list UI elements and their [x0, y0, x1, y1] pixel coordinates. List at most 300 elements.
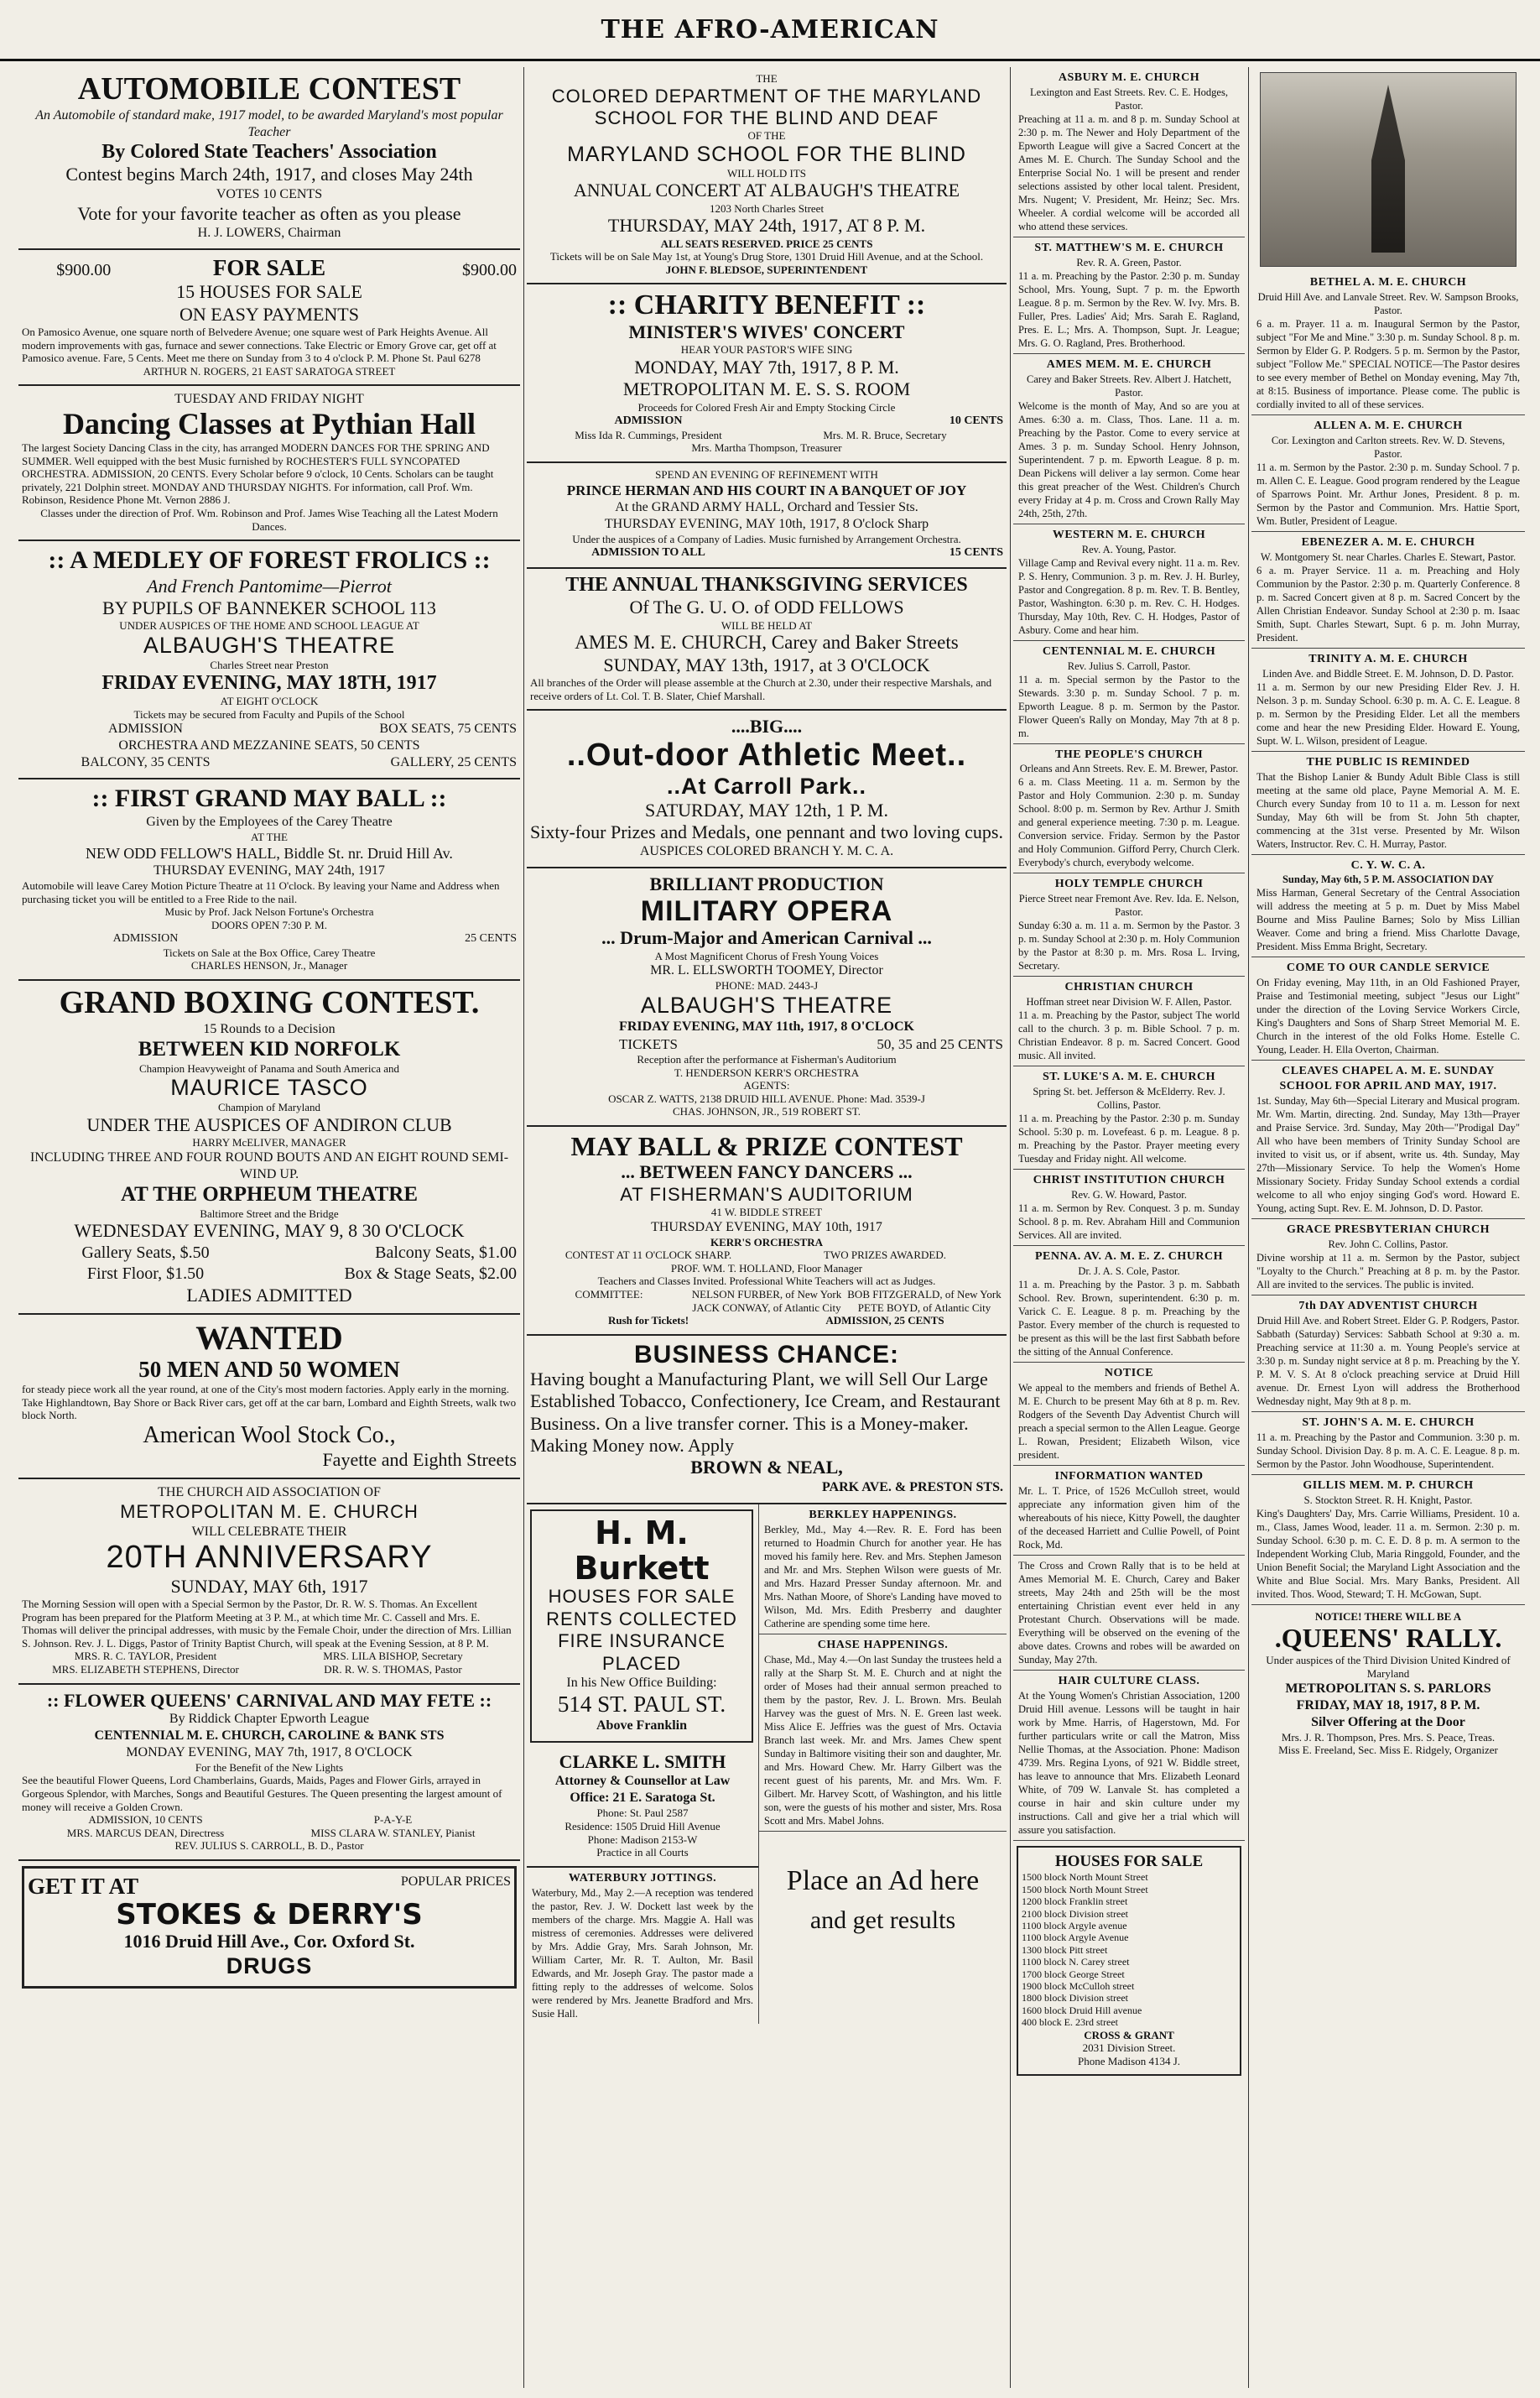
article-title: INFORMATION WANTED	[1054, 1469, 1204, 1483]
ad-text: DOORS OPEN 7:30 P. M.	[211, 918, 327, 931]
berkley-happenings	[759, 1504, 1007, 1634]
church-notice	[1251, 1475, 1525, 1605]
ad-text: An Automobile of standard make, 1917 model, to be awarded Maryland's most popular Teacher	[35, 107, 503, 139]
ad-title: FOR SALE	[212, 255, 326, 281]
article-body: We appeal to the members and friends of Bethel A. M. E. Church to be present May 6th at 8 p. m. Rev. Rodgers of the Seventh Day Adventist Church will preach a special sermon to the Allen League. George L. Rowan, President; Elizabeth Wilson, vice president.	[1018, 1381, 1240, 1461]
article-title: ALLEN A. M. E. CHURCH	[1314, 419, 1463, 432]
ad-text: FRIDAY EVENING, MAY 18TH, 1917	[101, 671, 437, 694]
article-subtitle: Rev. R. A. Green, Pastor.	[1076, 256, 1182, 268]
ad-text: ORCHESTRA AND MEZZANINE SEATS, 50 CENTS	[118, 738, 420, 753]
article-title: TRINITY A. M. E. CHURCH	[1308, 652, 1468, 665]
column-rule	[1248, 67, 1249, 2388]
church-notice	[1013, 641, 1245, 744]
may-ball-prize-contest-ad	[527, 1127, 1007, 1336]
ad-text: ADMISSION	[112, 932, 179, 946]
ad-text: and get results	[809, 1905, 956, 1934]
ad-text: THURSDAY, MAY 24th, 1917, AT 8 P. M.	[607, 215, 926, 237]
ad-text: Tickets on Sale at the Box Office, Carey Theatre	[163, 946, 376, 959]
ad-text: ANNUAL CONCERT AT ALBAUGH'S THEATRE	[573, 180, 960, 201]
article-body: 11 a. m. Preaching by the Pastor. 2:30 p. m. Sunday School. 5:30 p. m. Lovefeast. 6 p. m. League. 8 p. m. Preaching by the Pastor. Prayer meeting every Tuesday and Friday night. All welcome.	[1018, 1113, 1240, 1165]
ad-text: BRILLIANT PRODUCTION	[649, 873, 884, 895]
ad-text: Contest begins March 24th, 1917, and closes May 24th	[65, 164, 473, 185]
ad-text: ADMISSION	[108, 722, 183, 737]
ad-text: OSCAR Z. WATTS, 2138 DRUID HILL AVENUE. Phone: Mad. 3539-J	[608, 1092, 925, 1105]
ad-text: 15 Rounds to a Decision	[203, 1021, 336, 1036]
ad-price: 25 CENTS	[465, 932, 517, 946]
article-body: 11 a. m. Sermon by Rev. Conquest. 3 p. m. Sunday School. 8 p. m. Rev. Abraham Hill and Communion Services. All are invited.	[1018, 1202, 1240, 1242]
ad-text: PARK AVE. & PRESTON STS.	[821, 1479, 1003, 1494]
thanksgiving-services-ad	[527, 569, 1007, 712]
article-body: 11 a. m. Special sermon by the Pastor to the Stewards. 3:30 p. m. Sunday School. 7 p. m. Epworth League. 8 p. m. Sermon by the Pastor. Flower Queen's Rally on Monday, May 7th at 8 p. m.	[1018, 673, 1240, 739]
cross-and-crown-rally	[1013, 1556, 1245, 1671]
article-subtitle: S. Stockton Street. R. H. Knight, Pastor.	[1303, 1494, 1473, 1506]
article-body: 6 a. m. Prayer. 11 a. m. Inaugural Sermon by the Pastor, subject "For Me and Mine." 3:30 p. m. Sunday School. 8 p. m. Sermon by Elder G. P. Rodgers. 5 p. m. Sermon by the Pastor, subject "Follow Me." SPECIAL NOTICE—The Pastor desires to see every member of Bethel on Monday evening, May 7th, at 8:15. Business of importance. Please come. The public is cordially invited to all of these services.	[1256, 317, 1520, 410]
school-for-blind-ad	[527, 67, 1007, 284]
ad-text: For the Benefit of the New Lights	[195, 1760, 344, 1774]
ad-text: AT FISHERMAN'S AUDITORIUM	[620, 1183, 913, 1205]
article-title: NOTICE	[1104, 1366, 1154, 1379]
ad-text: NELSON FURBER, of New York JACK CONWAY, of Atlantic City	[691, 1288, 842, 1314]
flower-queens-carnival-ad	[18, 1685, 520, 1861]
ad-text: GET IT AT	[28, 1873, 139, 1899]
column-rule	[1010, 67, 1011, 2388]
ad-text: 514 ST. PAUL ST.	[557, 1691, 726, 1717]
article-subtitle: W. Montgomery St. near Charles. Charles E. Stewart, Pastor.	[1260, 550, 1517, 563]
article-subtitle: Pierce Street near Fremont Ave. Rev. Ida. E. Nelson, Pastor.	[1018, 893, 1240, 919]
list-item: 1100 block Argyle avenue	[1022, 1920, 1127, 1932]
church-notice	[1013, 524, 1245, 641]
ad-text: Vote for your favorite teacher as often as you please	[77, 202, 461, 224]
ad-title: CLARKE L. SMITH	[559, 1750, 726, 1772]
article-subtitle: Spring St. bet. Jefferson & McElderry. Rev. J. Collins, Pastor.	[1033, 1086, 1225, 1112]
church-notice	[1251, 415, 1525, 532]
ad-text: Reception after the performance at Fisherman's Auditorium	[637, 1053, 897, 1066]
article-title: ASBURY M. E. CHURCH	[1058, 71, 1200, 84]
church-notice	[1013, 237, 1245, 354]
ad-text: T. HENDERSON KERR'S ORCHESTRA	[674, 1066, 860, 1079]
ad-text: AMES M. E. CHURCH, Carey and Baker Streets	[575, 632, 959, 654]
ad-text: At the GRAND ARMY HALL, Orchard and Tessier Sts.	[615, 499, 918, 514]
church-spire-image	[1371, 85, 1405, 253]
ad-text: BOX SEATS, 75 CENTS	[379, 722, 517, 737]
article-title: ST. JOHN'S A. M. E. CHURCH	[1302, 1415, 1475, 1429]
charity-benefit-ad	[527, 284, 1007, 462]
ad-signature: MRS. R. C. TAYLOR, President	[74, 1650, 217, 1663]
church-notice	[1013, 1246, 1245, 1363]
ad-text: Champion Heavyweight of Panama and South America and	[138, 1061, 400, 1075]
ad-text: Phone: St. Paul 2587	[596, 1806, 689, 1820]
article-subtitle: Rev. John C. Collins, Pastor.	[1328, 1238, 1449, 1251]
column-rule	[523, 67, 524, 2388]
article-body: 11 a. m. Preaching by the Pastor. 2:30 p. m. Sunday School, Mrs. Young, Supt. 7 p. m. the Epworth League. 8 p. m. Sermon by the Rev. W. Ivy. Mrs. B. Fuller, Pres. Ladies' Aid; Mrs. Sarah E. Ragland, Pres. E. L.; Mrs. A. Thompson, Supt. Jr. League; Mrs. G. O. Ragland, Pres. Brotherhood.	[1018, 269, 1240, 349]
article-body: On Friday evening, May 11th, in an Old Fashioned Prayer, Praise and Testimonial meeting, subject "Jesus our Light" under the direction of the Loving Service Workers Circle, King's Daughters and Sons of Sharp Street Memorial M. E. Church in the interest of the old Folks Home. Estelle C. Young, Leader. H. Ella Overton, Chairman.	[1256, 977, 1520, 1056]
military-opera-ad	[527, 868, 1007, 1127]
list-item: 1500 block North Mount Street	[1022, 1883, 1148, 1895]
ad-body: See the beautiful Flower Queens, Lord Chamberlains, Guards, Maids, Pages and Flower Girls, arrayed in Gorgeous Splendor, with Marches, Songs and Beautiful Gestures. The Queen presenting the largest amount of money will receive a Golden Crown.	[22, 1774, 502, 1813]
ad-text: SCHOOL FOR THE BLIND AND DEAF	[594, 107, 939, 128]
burkett-ad	[530, 1509, 753, 1743]
article-title: GILLIS MEM. M. P. CHURCH	[1303, 1478, 1474, 1492]
article-title: WESTERN M. E. CHURCH	[1052, 528, 1206, 541]
ad-text: Music by Prof. Jack Nelson Fortune's Orchestra	[164, 905, 374, 919]
ad-text: FRIDAY, MAY 18, 1917, 8 P. M.	[1296, 1697, 1480, 1712]
article-body: Waterbury, Md., May 2.—A reception was tendered the pastor, Rev. J. W. Dockett last week by the members of the charge. Mrs. Maggie A. Hall was mistress of ceremonies. Addresses were delivered by Mrs. Addie Gray, Mrs. Sarah Johnson, Mr. William Carter, Mr. R. T. Aulton, Mr. Basil Edwards, and Mr. Joseph Gray. The pastor made a fitting reply to the addresses of welcome. Solos were rendered by Mrs. Jeanette Bradford and Mrs. Susie Hall.	[532, 1886, 753, 2020]
ad-text: ..At Carroll Park..	[666, 773, 867, 799]
ad-price: 10 CENTS	[949, 414, 1003, 428]
ad-text: PLACED	[601, 1652, 682, 1674]
ad-text: GALLERY, 25 CENTS	[390, 755, 517, 770]
ad-body: The largest Society Dancing Class in the city, has arranged MODERN DANCES FOR THE SPRING AND SUMMER. Well equipped with the best Music furnished by ROCHESTER'S FULL SYNCOPATED ORCHESTRA. ADMISSION, 20 CENTS. Every Scholar before 9 o'clock, 10 Cents. Scholars can be taught privately, 221 Dolphin street. MONDAY AND THURSDAY NIGHTS. For information, call Prof. Wm. Robinson, Residence Phone Mt. Vernon 2886 J.	[22, 441, 494, 507]
ad-text: ADMISSION, 25 CENTS	[825, 1314, 944, 1327]
ad-text: TICKETS	[619, 1035, 678, 1052]
place-an-ad-notice	[759, 1832, 1007, 1942]
article-subtitle: Cor. Lexington and Carlton streets. Rev. W. D. Stevens, Pastor.	[1271, 434, 1506, 460]
ad-title: AUTOMOBILE CONTEST	[77, 71, 461, 107]
ad-text: And French Pantomime—Pierrot	[147, 575, 392, 597]
ad-text: CROSS & GRANT	[1084, 2028, 1174, 2041]
article-title: ST. LUKE'S A. M. E. CHURCH	[1042, 1071, 1216, 1084]
church-notice	[1251, 1412, 1525, 1475]
ad-text: THURSDAY EVENING, MAY 24th, 1917	[153, 863, 385, 878]
ad-text: 50 MEN AND 50 WOMEN	[138, 1356, 400, 1382]
ad-signature: DR. R. W. S. THOMAS, Pastor	[324, 1662, 462, 1676]
article-title: BERKLEY HAPPENINGS.	[809, 1508, 957, 1521]
ad-text: Attorney & Counsellor at Law	[554, 1774, 731, 1789]
ad-text: ALL SEATS RESERVED. PRICE 25 CENTS	[660, 237, 873, 250]
ad-text: ... Drum-Major and American Carnival ...	[601, 927, 932, 949]
article-body: 11 a. m. Sermon by the Pastor. 2:30 p. m. Sunday School. 7 p. m. Allen C. E. League. Good program rendered by the League of Sparrows Point. Mr. Arthur Jones, President. 8 p. m. Sermon by the Pastor and Communion. Mrs. Hattie Sport, Wm. Butler, President of League.	[1256, 461, 1520, 527]
article-title: CHRIST INSTITUTION CHURCH	[1033, 1174, 1225, 1187]
ad-text: ....BIG....	[731, 716, 803, 738]
ad-title: ..Out-door Athletic Meet..	[566, 737, 967, 773]
ad-text: Sixty-four Prizes and Medals, one pennant and two loving cups.	[530, 821, 1003, 843]
ad-text: WILL BE HELD AT	[721, 618, 813, 632]
ad-text: Classes under the direction of Prof. Wm. Robinson and Prof. James Wise Teaching all the Latest Modern Dances.	[40, 506, 498, 533]
waterbury-jottings	[527, 1868, 758, 2024]
ad-text: AT THE ORPHEUM THEATRE	[120, 1182, 418, 1206]
article-title: WATERBURY JOTTINGS.	[568, 1871, 717, 1885]
ad-text: P-A-Y-E	[373, 1813, 413, 1827]
ad-text: BY PUPILS OF BANNEKER SCHOOL 113	[102, 597, 436, 619]
article-title: EBENEZER A. M. E. CHURCH	[1301, 535, 1475, 549]
dancing-classes-ad	[18, 386, 520, 541]
ad-text: POPULAR PRICES	[400, 1874, 511, 1889]
ad-signature: Miss Ida R. Cummings, President	[575, 428, 722, 441]
list-item: 1200 block Franklin street	[1022, 1895, 1128, 1908]
ad-text: NOTICE! THERE WILL BE A	[1314, 1609, 1462, 1623]
article-body: 1st. Sunday, May 6th—Special Literary and Musical program. Mr. Wm. Martin, directing. 2nd. Sunday, May 13th—Prayer and Praise Service. 3rd. Sunday, May 20th—"Prodigal Day" All who have been members of Trinity Sunday School are invited to visit us, or if absent, write us. 4th. Sunday, May 27th—Missionary Service. To help the Women's Home Missionary Society. Friday Sunday School extends a cordial welcome to all who enjoy singing God's word. Howard E. Young, acting Supt. Rev. E. M. Johnson, D. D. Pastor.	[1256, 1095, 1520, 1215]
ad-text: UNDER AUSPICES OF THE HOME AND SCHOOL LEAGUE AT	[119, 619, 419, 633]
article-subtitle: Orleans and Ann Streets. Rev. E. M. Brewer, Pastor.	[1019, 763, 1239, 775]
ad-text: HARRY McELIVER, MANAGER	[192, 1136, 346, 1149]
article-body: Sabbath (Saturday) Services: Sabbath School at 9:30 a. m. Preaching service at 11:30 a. m. Young People's service at 3:30 p. m. Sunday night service at 8 p. m. Preaching by the Y. P. M. V. S. At 8 o'clock preaching service at Druid Hill avenue. Dr. Ernest Lyon will address the Brotherhood Wednesday night, May 9th at 8 p. m.	[1256, 1327, 1520, 1407]
ad-text: 1016 Druid Hill Ave., Cor. Oxford St.	[123, 1931, 415, 1952]
article-body: Divine worship at 11 a. m. Sermon by the Pastor, subject "Loyalty to the Church." Preaching at 8 p. m. by the Pastor. All are invited to the services. The public is invited.	[1256, 1252, 1520, 1291]
ad-text: MONDAY EVENING, MAY 7th, 1917, 8 O'CLOCK	[126, 1744, 413, 1759]
ad-text: ALBAUGH'S THEATRE	[143, 633, 396, 658]
candle-service	[1251, 957, 1525, 1061]
article-subtitle: Rev. G. W. Howard, Pastor.	[1071, 1189, 1187, 1202]
ad-signature: MRS. ELIZABETH STEPHENS, Director	[52, 1662, 239, 1676]
article-title: COME TO OUR CANDLE SERVICE	[1286, 962, 1491, 975]
article-body: Village Camp and Revival every night. 11 a. m. Rev. P. S. Henry, Communion. 3 p. m. Rev. J. H. Burley, Pastor and Congregation. 8 p. m. Rev. T. B. Bentley, Pastor, Washington. 6:30 p. m. Rev. C. H. Hodges. Thursday, May 10th, Rev. C. H. Hodges, Pastor of Asbury. Come and hear him.	[1018, 556, 1240, 636]
hair-culture-class	[1013, 1671, 1245, 1841]
article-body: The Cross and Crown Rally that is to be held at Ames Memorial M. E. Church, Carey and Baker streets, May 24th and 25th will be the most entertaining Christian event ever held in any Protestant Church. Observations will be made. Everything will be observed on the evening of the above dates. Crowns and robes will be awarded on Sunday, May 27th.	[1018, 1559, 1240, 1666]
ad-text: THE	[756, 72, 778, 85]
ad-text: Practice in all Courts	[596, 1846, 689, 1859]
ad-title: Place an Ad here	[786, 1864, 980, 1896]
ad-text: HOUSES FOR SALE	[548, 1586, 736, 1608]
article-title: GRACE PRESBYTERIAN CHURCH	[1287, 1223, 1490, 1237]
ad-title: THE ANNUAL THANKSGIVING SERVICES	[565, 573, 968, 596]
stokes-derry-ad	[22, 1866, 517, 1989]
article-subtitle: Linden Ave. and Biddle Street. E. M. Johnson, D. D. Pastor.	[1262, 667, 1514, 680]
article-title: BETHEL A. M. E. CHURCH	[1309, 276, 1467, 289]
ad-text: MINISTER'S WIVES' CONCERT	[628, 321, 905, 342]
ad-text: WILL CELEBRATE THEIR	[191, 1524, 347, 1539]
church-notice	[1251, 272, 1525, 415]
article-body: 11 a. m. Sermon by our new Presiding Elder Rev. J. H. Nelson. 3 p. m. Sunday School. 6:30 p. m. A. C. E. League. 8 p. m. Sermon by the Presiding Elder. Let all the members come and hear the new Presiding Elder. Howard E. Young, Supt. W. L. Wilson, president of League.	[1256, 680, 1520, 747]
list-item: 2100 block Division street	[1022, 1907, 1128, 1920]
ad-signature: REV. JULIUS S. CARROLL, B. D., Pastor	[174, 1839, 364, 1853]
ad-text: AGENTS:	[743, 1079, 790, 1092]
ad-title: Dancing Classes at Pythian Hall	[62, 407, 476, 441]
ad-text: Charles Street near Preston	[210, 659, 329, 672]
ad-text: Tickets may be secured from Faculty and Pupils of the School	[133, 707, 405, 721]
houses-for-sale-ad	[18, 250, 520, 386]
ad-text: Silver Offering at the Door	[1311, 1714, 1465, 1729]
ad-text: ON EASY PAYMENTS	[179, 303, 359, 325]
church-notice	[1013, 873, 1245, 977]
queens-rally-ad	[1251, 1605, 1525, 1764]
ad-text: Of The G. U. O. of ODD FELLOWS	[629, 597, 904, 618]
ad-title: PRINCE HERMAN AND HIS COURT IN A BANQUET OF JOY	[566, 482, 967, 498]
ad-price: Balcony Seats, $1.00	[375, 1243, 517, 1262]
ad-text: Phone Madison 4134 J.	[1077, 2054, 1181, 2067]
ad-text: SUNDAY, MAY 6th, 1917	[170, 1575, 368, 1597]
ad-text: TWO PRIZES AWARDED.	[824, 1249, 946, 1262]
information-wanted	[1013, 1466, 1245, 1556]
ad-text: ALBAUGH'S THEATRE	[640, 992, 893, 1018]
church-photograph	[1260, 72, 1517, 267]
ad-title: GRAND BOXING CONTEST.	[59, 985, 480, 1021]
ad-text: Under the auspices of a Company of Ladies. Music furnished by Arrangement Orchestra.	[572, 532, 961, 545]
column-1	[18, 67, 520, 2388]
ad-text: MR. L. ELLSWORTH TOOMEY, Director	[650, 963, 883, 978]
article-title: CHASE HAPPENINGS.	[817, 1638, 949, 1651]
article-body: 11 a. m. Preaching by the Pastor. 3 p. m. Sabbath School. Rev. Brown, superintendent. 6:30 p. m. Varick C. E. League. 8 p. m. Preaching by the Pastor. Every member of the church is requested to be present as this will be the last first Sabbath before the sitting of the Annual Conference.	[1018, 1278, 1240, 1358]
church-anniversary-ad	[18, 1479, 520, 1684]
article-body: 11 a. m. Preaching by the Pastor, subject The world call to the church. 3 p. m. Bible School. 7 p. m. Christian Endeavor. 8 p. m. Sacred Concert. Good music. All invited.	[1018, 1009, 1240, 1062]
church-notice	[1013, 977, 1245, 1066]
ad-text: Residence: 1505 Druid Hill Avenue	[564, 1819, 721, 1832]
ad-text: HEAR YOUR PASTOR'S WIFE SING	[680, 343, 853, 357]
ad-text: Office: 21 E. Saratoga St.	[570, 1791, 715, 1806]
ad-text: Rush for Tickets!	[607, 1314, 689, 1327]
grand-boxing-contest-ad	[18, 981, 520, 1315]
ad-text: COLORED DEPARTMENT OF THE MARYLAND	[551, 85, 982, 107]
ad-text: Under auspices of the Third Division United Kindred of Maryland	[1266, 1654, 1511, 1680]
ad-price: First Floor, $1.50	[86, 1264, 205, 1283]
ad-text: THE CHURCH AID ASSOCIATION OF	[158, 1485, 381, 1500]
ad-signature: MRS. LILA BISHOP, Secretary	[323, 1650, 463, 1663]
ad-text: ADMISSION TO ALL	[591, 546, 705, 560]
ad-text: PROF. WM. T. HOLLAND, Floor Manager	[670, 1261, 863, 1275]
forest-frolics-ad	[18, 541, 520, 779]
masthead	[0, 0, 1540, 61]
ad-text: TUESDAY AND FRIDAY NIGHT	[174, 392, 364, 407]
ad-text: American Wool Stock Co.,	[143, 1421, 396, 1448]
ad-body: All branches of the Order will please assemble at the Church at 2.30, under their respective Marshals, and receive orders of Lt. Col. T. B. Slater, Chief Marshall.	[530, 676, 992, 702]
ad-body: Automobile will leave Carey Motion Picture Theatre at 11 O'clock. By leaving your Name and Address when purchasing ticket you will be entitled to a Free Ride to the nail.	[22, 879, 500, 905]
ad-text: NEW ODD FELLOW'S HALL, Biddle St. nr. Druid Hill Av.	[86, 844, 453, 862]
ad-text: METROPOLITAN M. E. S. S. ROOM	[622, 378, 911, 400]
ad-text: DRUGS	[226, 1952, 313, 1978]
ad-text: By Riddick Chapter Epworth League	[169, 1711, 370, 1726]
church-notice	[1013, 1170, 1245, 1246]
public-reminder	[1251, 752, 1525, 855]
church-notice	[1251, 1219, 1525, 1295]
ad-text: WEDNESDAY EVENING, MAY 9, 8 30 O'CLOCK	[74, 1220, 465, 1242]
ad-text: Phone: Madison 2153-W	[587, 1832, 698, 1846]
ad-signature: MISS CLARA W. STANLEY, Pianist	[310, 1826, 476, 1839]
ad-text: Teachers and Classes Invited. Professional White Teachers will act as Judges.	[597, 1275, 936, 1288]
ad-title: :: FLOWER QUEENS' CARNIVAL AND MAY FETE ::	[46, 1689, 492, 1711]
ad-body: The Morning Session will open with a Special Sermon by the Pastor, Dr. R. W. S. Thomas. An Excellent Program has been prepared for the Platform Meeting at 3 P. M., at which time Mr. C. Cassell and Mrs. E. Thomas will deliver the principal addresses, with music by the Female Choir, under the direction of Mrs. Lillian S. Johnson. Rev. J. L. Diggs, Pastor of Trinity Baptist Church, will speak at the Evening Session, at 8 P. M.	[22, 1597, 512, 1650]
ad-text: LADIES ADMITTED	[186, 1284, 352, 1306]
ad-text: CONTEST AT 11 O'CLOCK SHARP.	[564, 1249, 732, 1262]
ad-text: Baltimore Street and the Bridge	[200, 1207, 339, 1220]
list-item: 1800 block Division street	[1022, 1992, 1128, 2004]
ad-price: 15 CENTS	[949, 546, 1003, 560]
church-notice	[1013, 354, 1245, 524]
ad-title: MAY BALL & PRIZE CONTEST	[570, 1131, 963, 1162]
article-subtitle: Hoffman street near Division W. F. Allen, Pastor.	[1026, 996, 1232, 1009]
article-title: ST. MATTHEW'S M. E. CHURCH	[1034, 241, 1224, 254]
ad-text: UNDER THE AUSPICES OF ANDIRON CLUB	[86, 1113, 452, 1135]
newspaper-title: THE AFRO-AMERICAN	[601, 14, 939, 44]
article-body: Mr. L. T. Price, of 1526 McCulloh street, would appreciate any information given him of the whereabouts of his niece, Kitty Powell, the daughter of the deceased Harriett and Cullie Powell, of Point Rock, Md.	[1018, 1484, 1240, 1551]
ad-price: 50, 35 and 25 CENTS	[877, 1035, 1003, 1052]
ad-title: :: CHARITY BENEFIT ::	[607, 289, 926, 321]
ad-text: Given by the Employees of the Carey Theatre	[146, 814, 393, 829]
ad-text: Mrs. J. R. Thompson, Pres. Mrs. S. Peace, Treas.	[1281, 1730, 1496, 1744]
ad-text: BOB FITZGERALD, of New York PETE BOYD, of Atlantic City	[847, 1288, 1002, 1314]
ad-text: CHAS. JOHNSON, JR., 519 ROBERT ST.	[672, 1105, 861, 1118]
ad-text: SUNDAY, MAY 13th, 1917, at 3 O'CLOCK	[603, 654, 930, 675]
ad-text: BALCONY, 35 CENTS	[81, 755, 211, 770]
ad-signature: Mrs. Martha Thompson, Treasurer	[691, 441, 842, 455]
ad-body: On Pamosico Avenue, one square north of Belvedere Avenue; one square west of Park Heights Avenue. All modern improvements with gas, furnace and sewer connections. Take Electric or Emory Grove car, get off at Pamosico avenue. Fare, 5 Cents. Meet me there on Sunday from 3 to 4 o'clock P. M. Phone St. Paul 6278	[22, 326, 497, 365]
article-body: 11 a. m. Preaching by the Pastor and Communion. 3:30 p. m. Sunday School. Division Day. 8 p. m. A. C. E. League. 8 p. m. Sermon by the Pastor. John Woodhouse, Superintendent.	[1256, 1431, 1520, 1470]
ad-text: A Most Magnificent Chorus of Fresh Young Voices	[654, 949, 879, 962]
article-body: Welcome is the month of May, And so are you at Ames. 6:30 a. m. Class, Thos. Lane. 11 a. m. Preaching by the Pastor. Come to every service at Ames. 3 p. m. Sunday School. Henry Johnson, Superintendent. 7 p. m. Epworth League. 8 p. m. Dean Pickens will deliver a lay sermon. Come hear this great preacher of the West. Children's Church every Friday at 4 p. m. Cross and Crown Rally May 24th, 25th, 27th.	[1018, 399, 1240, 519]
ad-text: COMMITTEE:	[575, 1288, 643, 1301]
notice	[1013, 1363, 1245, 1466]
ad-text: Fayette and Eighth Streets	[322, 1448, 517, 1470]
list-item: 1500 block North Mount Street	[1022, 1871, 1148, 1884]
article-body: King's Daughters' Day, Mrs. Carrie Williams, President. 10 a. m., Class, James Wood, leader. 11 a. m. Sermon. 2:30 p. m. Sunday School. 6:30 p. m. C. E. D. 8 p. m. A sermon to the Independent Working Club, Maria Ringgold, Founder, and the Union Benefit Social; the Maryland Light Association and the White and Blue Social. Mrs. Mary Banks, President. All invited. Thos. Wood, Steward; T. H. McGowan, Supt.	[1256, 1507, 1520, 1600]
ad-signature: Mrs. M. R. Bruce, Secretary	[823, 428, 947, 441]
ad-text: SPEND AN EVENING OF REFINEMENT WITH	[655, 467, 878, 481]
list-item: 1100 block N. Carey street	[1022, 1956, 1130, 1968]
article-title: THE PUBLIC IS REMINDED	[1306, 755, 1470, 769]
ad-text: Above Franklin	[596, 1718, 687, 1733]
ad-price: Gallery Seats, $.50	[81, 1243, 210, 1262]
ad-text: Tickets will be on Sale May 1st, at Young's Drug Store, 1301 Druid Hill Avenue, and at the School.	[549, 250, 984, 263]
ad-text: CHARLES HENSON, Jr., Manager	[190, 959, 348, 972]
article-body: Preaching at 11 a. m. and 8 p. m. Sunday School at 2:30 p. m. The Newer and Holy Department of the Epworth League will give a Sacred Concert at the Ames M. E. Church. The Sunday School and the Enterprise Social No. 1 will be present and render selections assisted by other local talent. President, Mrs. Nugent; V. President, Mr. Heinz; Sec. Mrs. Wheeler. A cordial welcome will be accorded all who attend these services.	[1018, 112, 1240, 232]
prince-herman-ad	[527, 463, 1007, 569]
automobile-contest-ad	[18, 67, 520, 250]
ad-text: MAURICE TASCO	[170, 1075, 368, 1101]
ad-price: $900.00	[56, 261, 112, 280]
article-title: CENTENNIAL M. E. CHURCH	[1042, 644, 1216, 658]
ad-text: By Colored State Teachers' Association	[101, 140, 437, 163]
ad-text: OF THE	[747, 129, 786, 143]
ad-text: VOTES 10 CENTS	[216, 186, 323, 201]
article-body: Miss Harman, General Secretary of the Central Association will address the meeting at 5 p. m. Duet by Miss Mabel Bourne and Miss Pauline Barnes; Solo by Miss Lillian Weaver. Come and bring a friend. Miss Charlotte Davage, President. Miss Emma Bright, Secretary.	[1256, 887, 1520, 953]
article-subtitle: Druid Hill Ave. and Robert Street. Elder G. P. Rodgers, Pastor.	[1256, 1314, 1520, 1327]
list-item: 1100 block Argyle Avenue	[1022, 1931, 1129, 1944]
ad-text: FIRE INSURANCE	[558, 1630, 726, 1652]
church-notice	[1251, 532, 1525, 649]
ad-title: 20TH ANNIVERSARY	[106, 1539, 433, 1575]
article-body: 6 a. m. Prayer Service. 11 a. m. Preaching and Holy Communion by the Pastor. 2:30 p. m. Quarterly Conference. 8 p. m. Sacred Concert given at 8 p. m. Sacred Concert by the Allen Christian Endeavor. Sunday School at 2:30 p. m. Isaac Smith, Supt. Charles Stewart, Supt. 6 p. m. John Murray, President.	[1256, 564, 1520, 644]
list-item: 1600 block Druid Hill avenue	[1022, 2004, 1142, 2016]
ad-title: WANTED	[195, 1318, 343, 1357]
sunday-school-program	[1251, 1061, 1525, 1219]
article-subtitle: Rev. A. Young, Pastor.	[1081, 543, 1177, 555]
ad-text: H. J. LOWERS, Chairman	[197, 226, 341, 241]
ad-body: for steady piece work all the year round, at one of the City's most modern factories. Apply early in the morning. Take Highlandtown, Bay Shore or Back River cars, get off at the car barn, Lombard and Eighth Streets, walk two block North.	[22, 1383, 517, 1422]
article-title: HAIR CULTURE CLASS.	[1058, 1674, 1200, 1687]
ad-text: ... BETWEEN FANCY DANCERS ...	[621, 1161, 913, 1183]
article-body: Sunday 6:30 a. m. 11 a. m. Sermon by the Pastor. 3 p. m. Sunday School at 2:30 p. m. Holy Communion by the Pastor at 8:30 p. m. Mrs. Rosa L. Irving, Secretary.	[1018, 920, 1240, 972]
article-body: That the Bishop Lanier & Bundy Adult Bible Class is still meeting at the same old place, Payne Memorial A. M. E. Church every Sunday from 10 to 11 a. m. Lesson for next Sunday, May 6th will be from St. John 5th chapter, commencing at the 31st verse. Presented by Mr. Wilson Waters, Instructor. Rev. C. H. Murray, Pastor.	[1256, 770, 1520, 850]
houses-for-sale-list-ad	[1017, 1846, 1241, 2077]
ad-text: METROPOLITAN S. S. PARLORS	[1285, 1681, 1491, 1696]
ad-text: AUSPICES COLORED BRANCH Y. M. C. A.	[639, 844, 894, 859]
list-item: 1700 block George Street	[1022, 1968, 1125, 1980]
ad-text: 2031 Division Street.	[1082, 2041, 1176, 2055]
ad-text: AT EIGHT O'CLOCK	[220, 695, 319, 708]
church-notice	[1013, 744, 1245, 874]
ad-title: :: FIRST GRAND MAY BALL ::	[91, 785, 447, 813]
first-grand-may-ball-ad	[18, 779, 520, 981]
ad-body: Having bought a Manufacturing Plant, we will Sell Our Large Established Tobacco, Confectionery, Ice Cream, and Restaurant Business. On a live transfer corner. This is a Money-maker. Making Money now. Apply	[530, 1368, 1001, 1456]
column-3	[1013, 67, 1245, 2388]
ad-text: KERR'S ORCHESTRA	[710, 1235, 823, 1249]
ad-text: 15 HOUSES FOR SALE	[176, 281, 362, 303]
ad-text: BROWN & NEAL,	[690, 1457, 843, 1478]
article-subtitle: Druid Hill Ave. and Lanvale Street. Rev. W. Sampson Brooks, Pastor.	[1257, 290, 1519, 316]
ad-text: INCLUDING THREE AND FOUR ROUND BOUTS AND AN EIGHT ROUND SEMI-WIND UP.	[29, 1149, 509, 1181]
ad-title: STOKES & DERRY'S	[116, 1898, 423, 1932]
article-body: Berkley, Md., May 4.—Rev. R. E. Ford has been returned to Hoadmin Church for another year. He has moved his family here. Rev. and Mrs. Stephen Jameson and Mr. and Mrs. Stephen Wilson were guests of Mr. and Mrs. Hazard Presser Sunday afternoon. Mr. and Mrs. Nathan Moore, of Shore's Landing have moved to Wilson, Md. Mrs. Edith Presberry and daughter Catherine are spending some time here.	[764, 1523, 1002, 1629]
athletic-meet-ad	[527, 711, 1007, 868]
chase-happenings	[759, 1634, 1007, 1832]
list-item: 400 block E. 23rd street	[1022, 2016, 1118, 2029]
church-notice	[1251, 1295, 1525, 1412]
article-subtitle: Carey and Baker Streets. Rev. Albert J. Hatchett, Pastor.	[1027, 373, 1231, 399]
article-title: AMES MEM. M. E. CHURCH	[1046, 357, 1212, 371]
ad-title: BUSINESS CHANCE:	[633, 1340, 900, 1368]
ad-text: METROPOLITAN M. E. CHURCH	[120, 1501, 419, 1523]
article-title: CLEAVES CHAPEL A. M. E. SUNDAY SCHOOL FOR APRIL AND MAY, 1917.	[1279, 1065, 1497, 1093]
article-body: 6 a. m. Class Meeting. 11 a. m. Sermon by the Pastor and Holy Communion. 2:30 p. m. Sunday School. 8:00 p. m. Sermon by Rev. Arthur J. Smith and general experience meeting. 7:30 p. m. League. Conversion service. Friday. Sermon by the Pastor and Holy Communion. Gifford Perry, Church Clerk. Everybody's church, everybody welcome.	[1018, 776, 1240, 869]
ad-text: Miss E. Freeland, Sec. Miss E. Ridgely, Organizer	[1278, 1744, 1498, 1757]
